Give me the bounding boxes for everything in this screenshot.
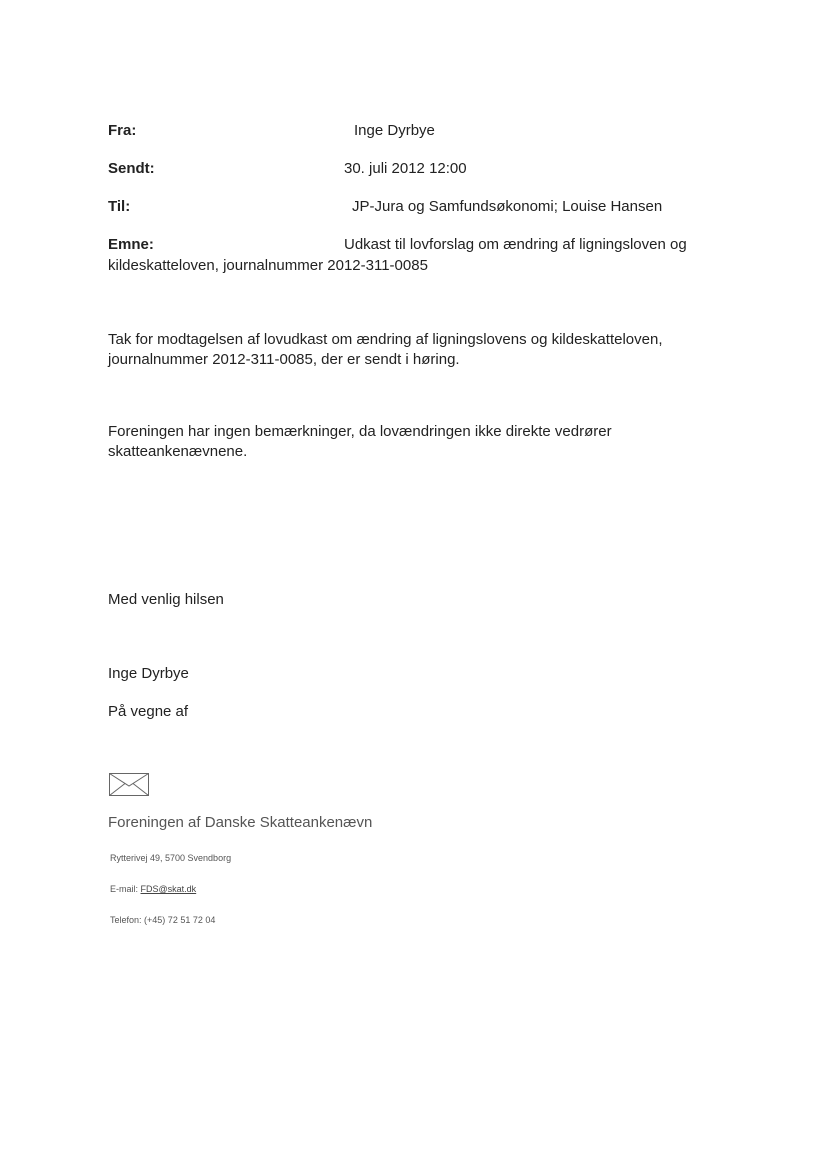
from-value: Inge Dyrbye (354, 122, 435, 139)
phone-label: Telefon: (110, 915, 142, 925)
to-label: Til: (108, 198, 131, 215)
subject-value-line1: Udkast til lovforslag om ændring af ligningsloven og (344, 236, 687, 253)
on-behalf-text: På vegne af (108, 703, 189, 720)
envelope-icon (109, 773, 149, 796)
signer-name: Inge Dyrbye (108, 665, 189, 682)
sent-value: 30. juli 2012 12:00 (344, 160, 467, 177)
subject-label: Emne: (108, 236, 154, 253)
address-text: Rytterivej 49, 5700 Svendborg (110, 853, 232, 863)
email-line (110, 884, 196, 894)
to-value: JP-Jura og Samfundsøkonomi; Louise Hansen (352, 198, 663, 215)
phone-number: (+45) 72 51 72 04 (144, 915, 216, 925)
email-link[interactable]: FDS@skat.dk (140, 884, 197, 894)
closing-text: Med venlig hilsen (108, 591, 224, 608)
phone-line (110, 915, 215, 925)
sent-label: Sendt: (108, 160, 155, 177)
organization-name: Foreningen af Danske Skatteankenævn (108, 814, 373, 831)
email-label: E-mail: (110, 884, 139, 894)
body-paragraph-1: Tak for modtagelsen af lovudkast om ændring af ligningslovens og kildeskatteloven, journalnummer 2012-311-0085, der er sendt i høring. (108, 331, 663, 368)
subject-value-line2: kildeskatteloven, journalnummer 2012-311-0085 (108, 257, 428, 274)
from-label: Fra: (108, 122, 137, 139)
body-paragraph-2: Foreningen har ingen bemærkninger, da lovændringen ikke direkte vedrører skatteankenævnene. (108, 423, 612, 460)
